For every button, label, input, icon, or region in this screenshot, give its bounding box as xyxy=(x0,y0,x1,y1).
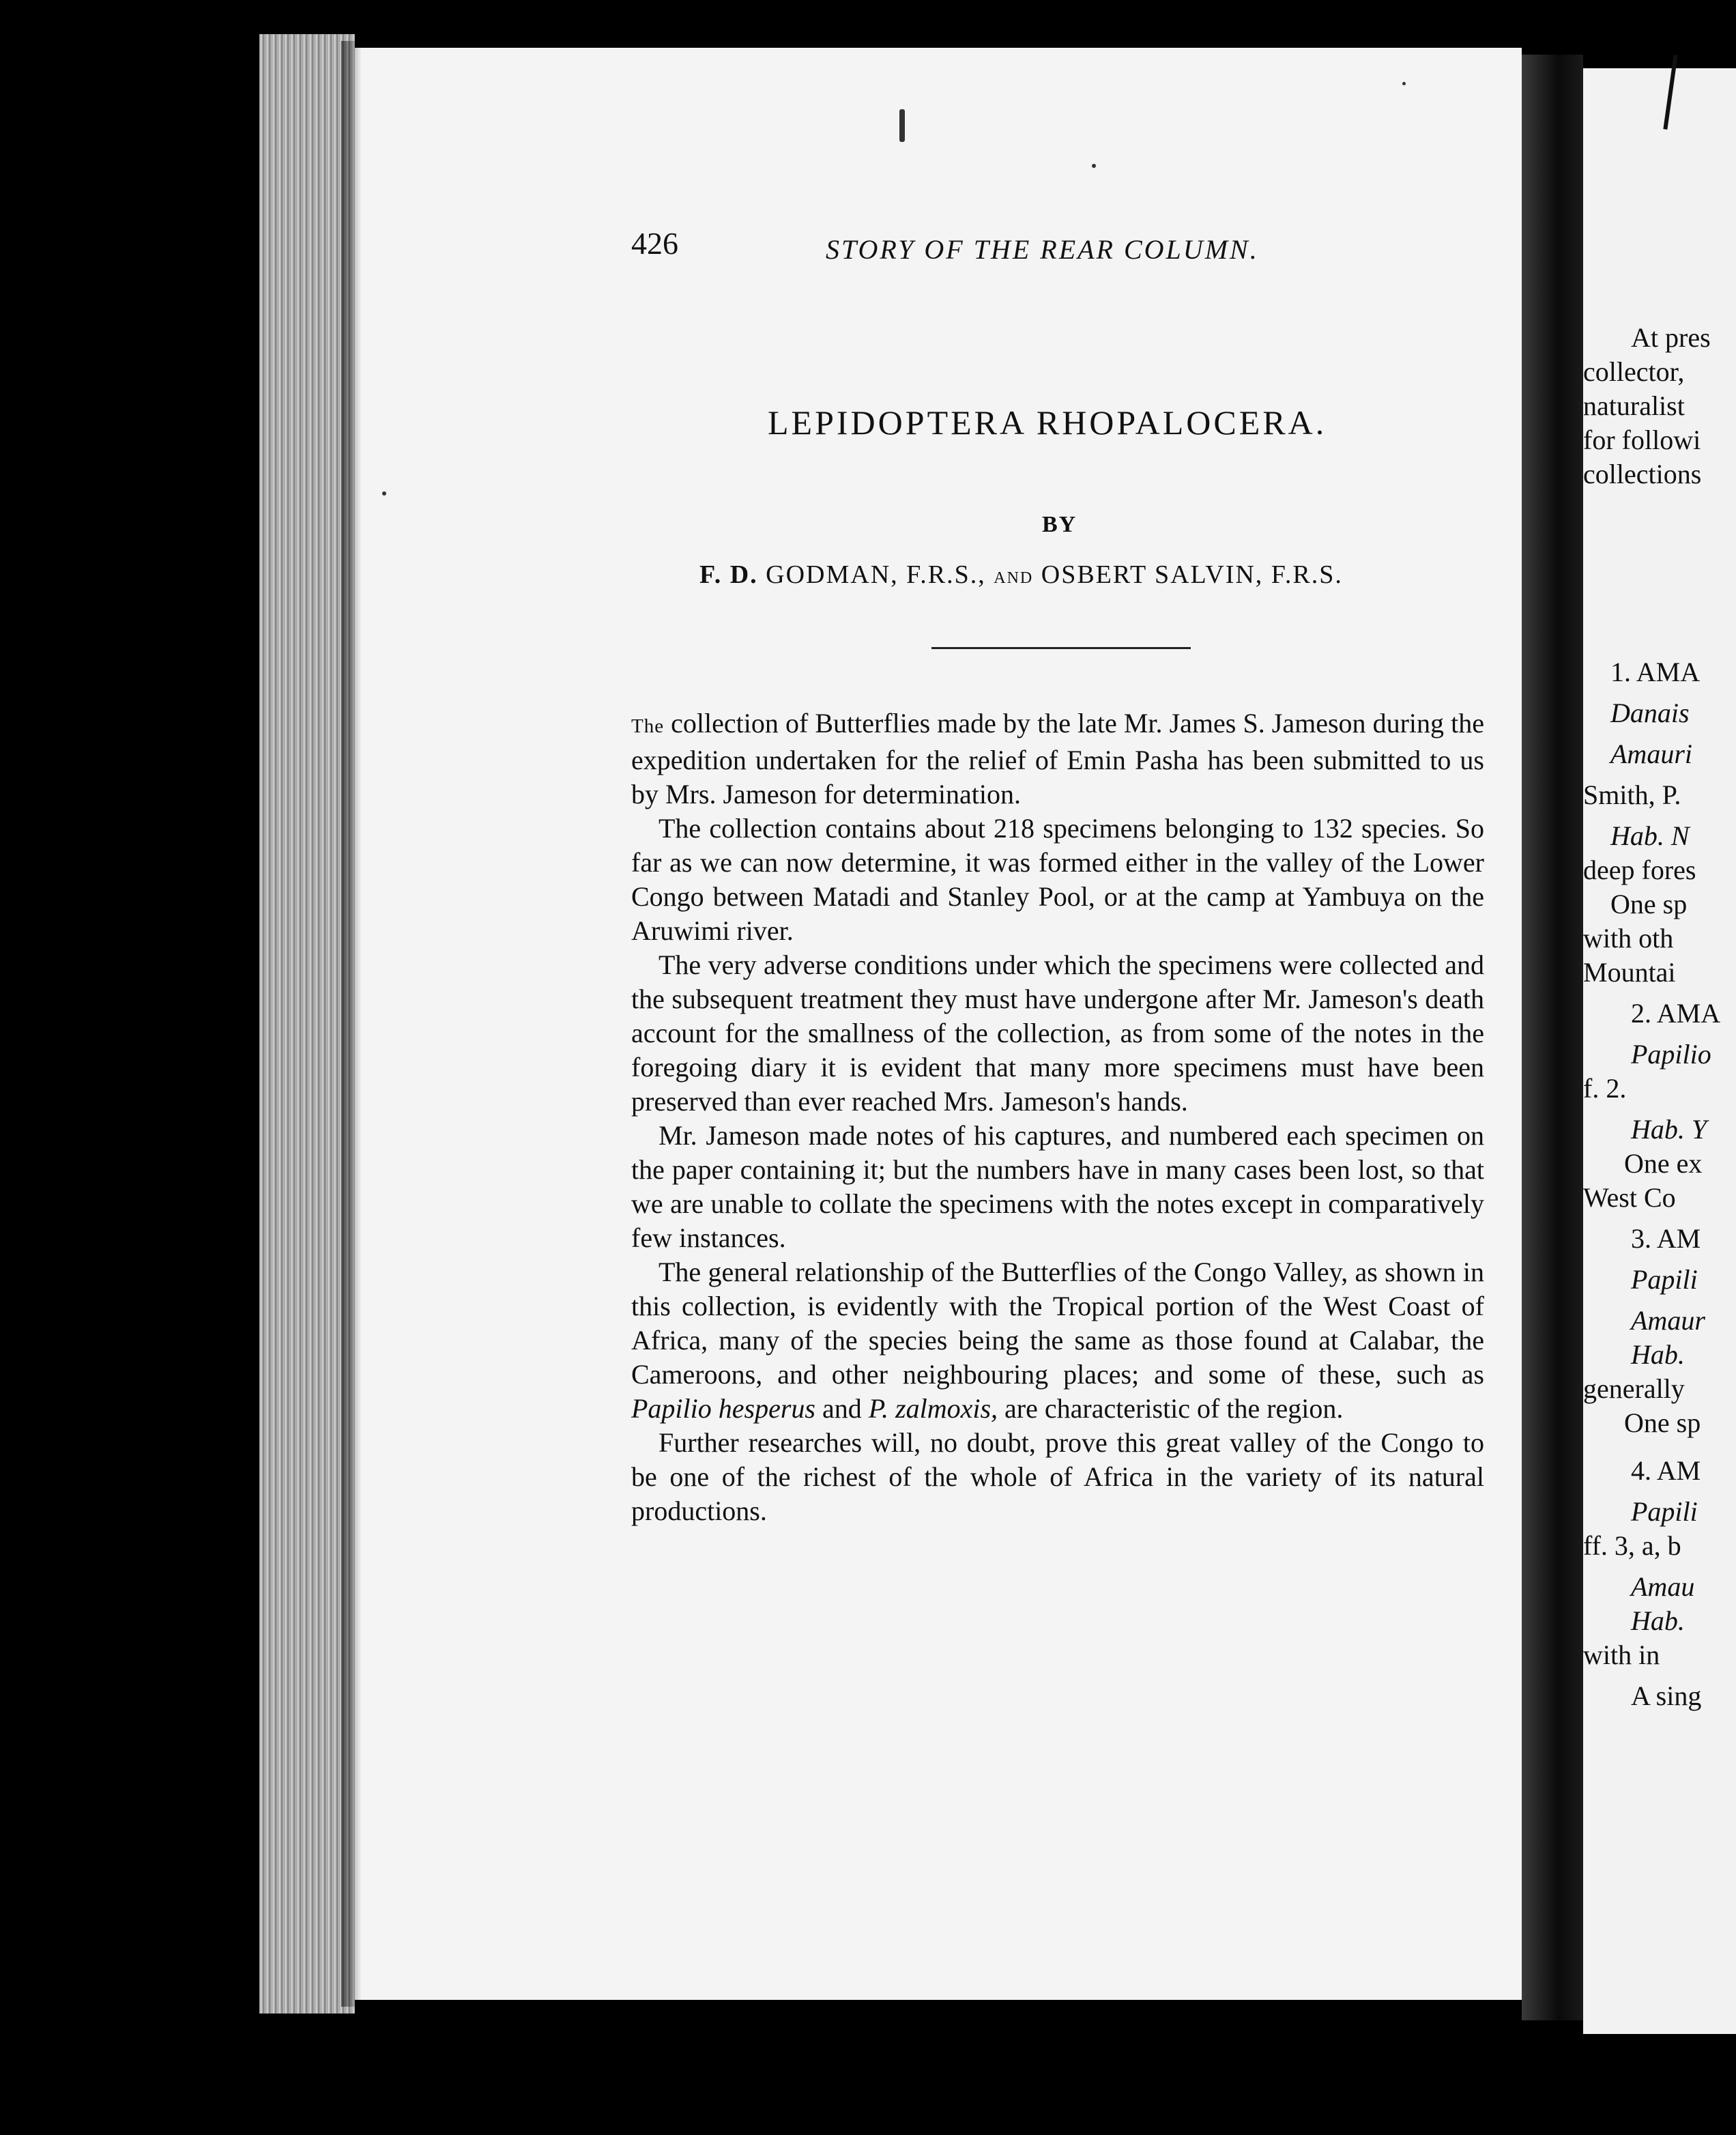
author-godman: F. D. GODMAN, F.R.S., xyxy=(699,560,986,589)
right-page-line: At pres xyxy=(1631,322,1711,353)
right-page xyxy=(1583,68,1736,2034)
paragraph-1: The collection of Butterflies made by the late Mr. James S. Jameson during the expedition undertaken for the relief of Emin Pasha has been submitted to us by Mrs. Jameson for determination. xyxy=(631,708,1484,809)
species-p-zalmoxis: P. zalmoxis, xyxy=(868,1393,998,1424)
right-page-line: collections xyxy=(1583,459,1702,489)
print-speck xyxy=(382,491,386,496)
print-speck xyxy=(899,109,905,142)
right-page-line: deep fores xyxy=(1583,855,1696,885)
author-salvin: OSBERT SALVIN, F.R.S. xyxy=(1041,560,1343,589)
right-page-line: Hab. xyxy=(1631,1605,1685,1636)
right-page-line: Papili xyxy=(1631,1264,1698,1295)
right-page-line: One sp xyxy=(1610,889,1688,919)
paragraph-4: Mr. Jameson made notes of his captures, and numbered each specimen on the paper containing it; but the numbers have in many cases been lost, so that we are unable to collate the specimens with the notes except in comparatively few instances. xyxy=(631,1120,1484,1253)
right-page-line: generally xyxy=(1583,1373,1685,1404)
right-page-line: naturalist xyxy=(1583,390,1685,421)
right-page-line: Amau xyxy=(1631,1571,1695,1602)
species-papilio-hesperus: Papilio hesperus xyxy=(631,1393,815,1424)
right-page-line: Hab. Y xyxy=(1631,1114,1707,1145)
right-page-line: with in xyxy=(1583,1639,1660,1670)
right-page-line: for followi xyxy=(1583,425,1701,455)
right-page-line: 2. AMA xyxy=(1631,998,1721,1029)
right-page-line: West Co xyxy=(1583,1182,1676,1213)
by-line: BY xyxy=(1042,512,1077,537)
print-speck xyxy=(1092,164,1096,168)
right-page-line: ff. 3, a, b xyxy=(1583,1530,1681,1561)
book-gutter xyxy=(1522,55,1583,2020)
right-page-line: collector, xyxy=(1583,356,1685,387)
paragraph-2: The collection contains about 218 specimens belonging to 132 species. So far as we can now determine, it was formed either in the valley of the Lower Congo between Matadi and Stanley Pool, or at the camp at Yambuya on the Aruwimi river. xyxy=(631,813,1484,946)
paragraph-6: Further researches will, no doubt, prove this great valley of the Congo to be one of the richest of the whole of Africa in the variety of its natural productions. xyxy=(631,1427,1484,1526)
right-page-line: Danais xyxy=(1610,698,1690,728)
right-page-line: 1. AMA xyxy=(1610,657,1701,687)
article-title: LEPIDOPTERA RHOPALOCERA. xyxy=(768,403,1327,442)
and-conjunction: AND xyxy=(994,569,1034,587)
paragraph-3: The very adverse conditions under which the specimens were collected and the subsequent treatment they must have undergone after Mr. Jameson's death account for the smallness of the collection, as from some of the notes in the foregoing diary it is evident that many more specimens must have been preserved than ever reached Mrs. Jameson's hands. xyxy=(631,949,1484,1117)
right-page-line: Smith, P. xyxy=(1583,779,1681,810)
right-page-line: Amaur xyxy=(1631,1305,1705,1336)
right-page-line: f. 2. xyxy=(1583,1073,1627,1104)
right-page-line: Hab. N xyxy=(1610,820,1690,851)
page-number: 426 xyxy=(631,226,678,261)
print-speck xyxy=(1402,82,1406,85)
authors-line xyxy=(699,560,1343,590)
right-page-line: Papilio xyxy=(1631,1039,1711,1070)
small-caps-lead: The xyxy=(631,715,665,737)
right-page-line: A sing xyxy=(1631,1680,1702,1711)
title-rule xyxy=(931,647,1191,649)
right-page-line: One ex xyxy=(1624,1148,1703,1179)
right-page-line: Mountai xyxy=(1583,957,1676,988)
book-page-edge xyxy=(259,34,355,2014)
right-page-line: 4. AM xyxy=(1631,1455,1701,1486)
right-page-line: Amauri xyxy=(1610,739,1692,769)
article-body xyxy=(631,706,1484,1528)
right-page-line: Papili xyxy=(1631,1496,1698,1527)
edge-shadow xyxy=(341,41,362,2007)
paragraph-5: The general relationship of the Butterflies of the Congo Valley, as shown in this collection, is evidently with the Tropical portion of the West Coast of Africa, many of the species being the same as those found at Calabar, the Cameroons, and other neighbouring places; and some of these, such as Papilio hesperus and P. zalmoxis, are characteristic of the region. xyxy=(631,1257,1484,1424)
right-page-line: with oth xyxy=(1583,923,1674,954)
right-page-line: 3. AM xyxy=(1631,1223,1701,1254)
running-head: STORY OF THE REAR COLUMN. xyxy=(826,234,1259,265)
right-page-line: Hab. xyxy=(1631,1339,1685,1370)
right-page-line: One sp xyxy=(1624,1407,1701,1438)
